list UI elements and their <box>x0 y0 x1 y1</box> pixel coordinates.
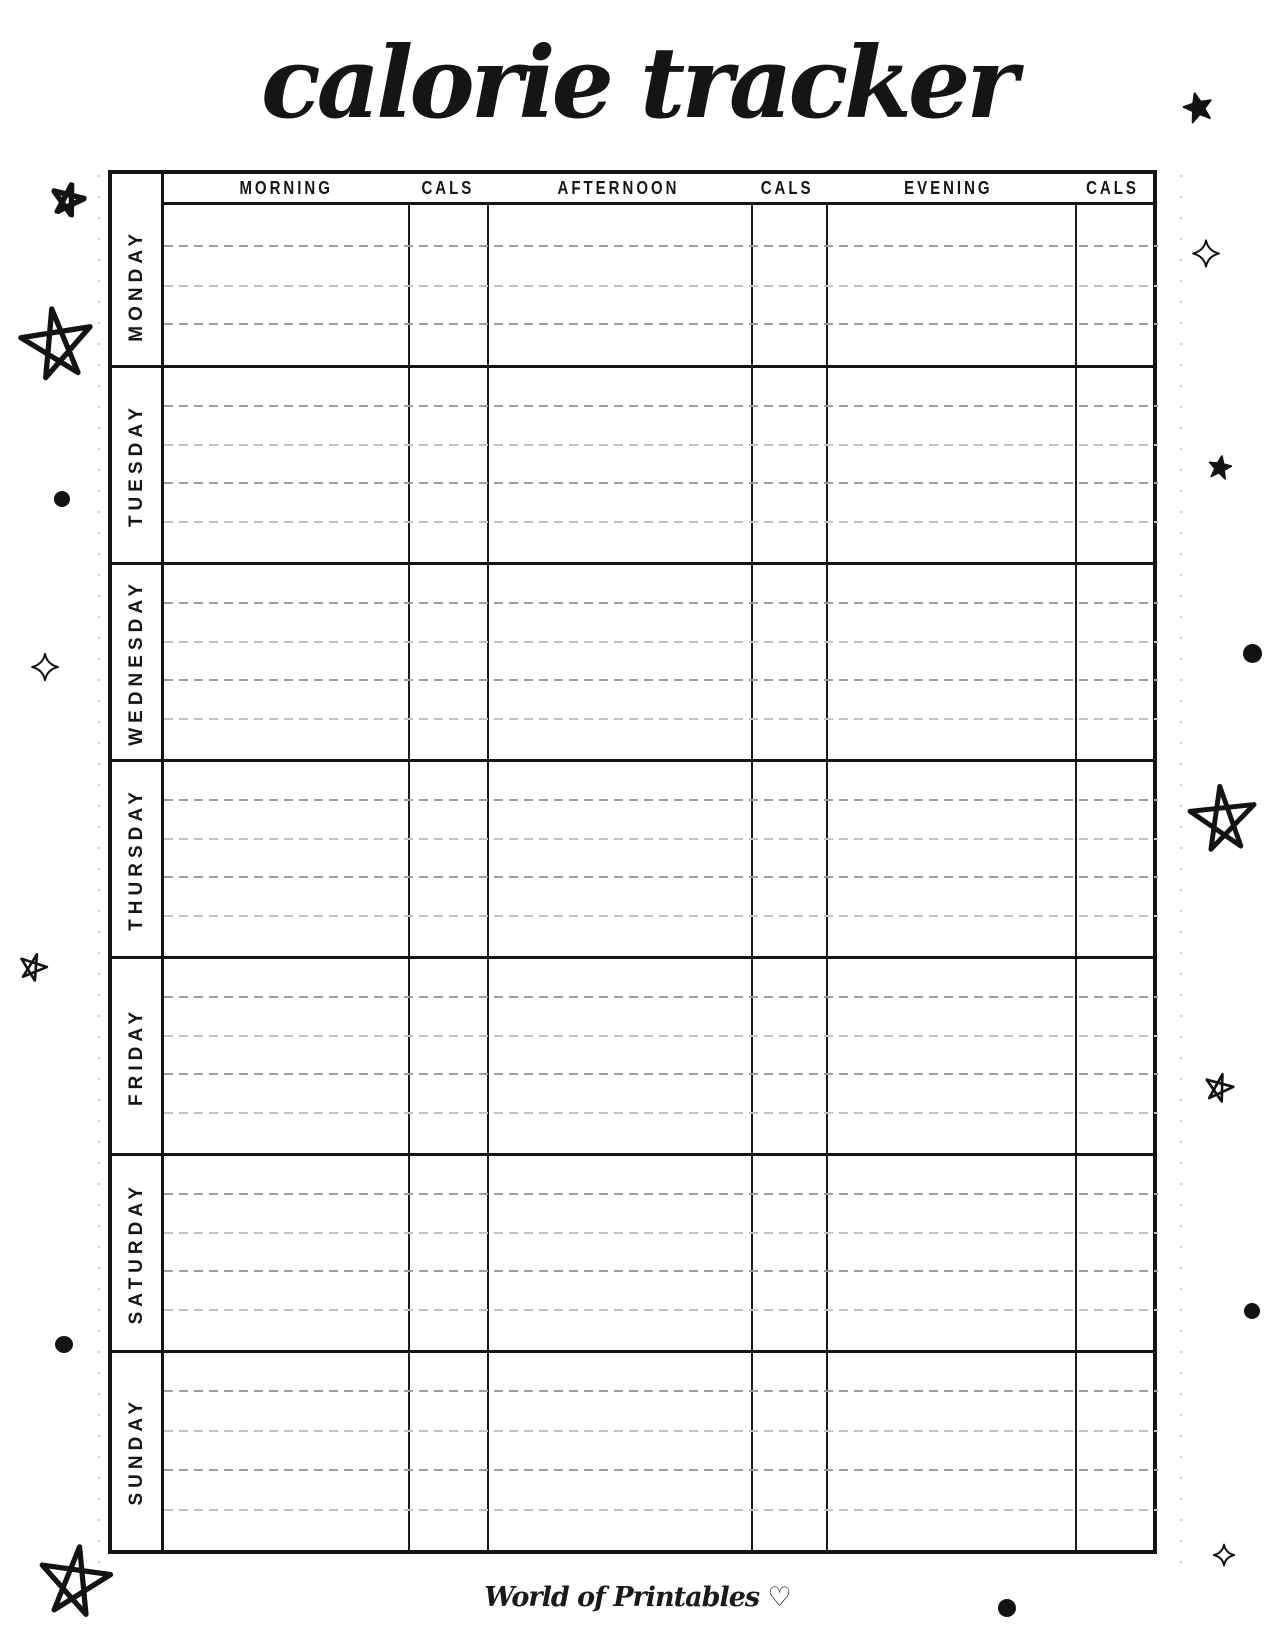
day-label: MONDAY <box>125 228 147 342</box>
day-cells <box>164 762 1158 956</box>
page-title: calorie tracker <box>260 25 1015 141</box>
cell-afternoon <box>489 1353 753 1550</box>
day-label-cell <box>112 368 164 562</box>
calorie-tracker-table <box>108 170 1157 1554</box>
day-label-cell <box>112 762 164 956</box>
cell-evening <box>828 1156 1077 1350</box>
cell-evening <box>828 959 1077 1153</box>
writing-line <box>164 876 1158 878</box>
dot-icon <box>1244 1303 1260 1319</box>
cell-morning-cals <box>410 565 489 759</box>
cell-afternoon-cals <box>753 762 828 956</box>
cell-morning-cals <box>410 762 489 956</box>
cell-evening-cals <box>1077 1353 1158 1550</box>
dot-icon <box>1243 644 1262 663</box>
cell-morning-cals <box>410 959 489 1153</box>
cell-evening <box>828 368 1077 562</box>
col-header-cals-2: CALS <box>750 174 825 205</box>
writing-line <box>164 1469 1158 1471</box>
cell-afternoon <box>489 565 753 759</box>
day-cells <box>164 959 1158 1153</box>
col-header-morning: MORNING <box>164 174 408 205</box>
cell-morning <box>164 1156 410 1350</box>
cell-morning-cals <box>410 1156 489 1350</box>
dot-icon <box>54 491 70 507</box>
writing-line <box>164 838 1158 840</box>
cell-morning <box>164 762 410 956</box>
writing-line <box>164 1430 1158 1432</box>
cell-evening-cals <box>1077 762 1158 956</box>
writing-line <box>164 1270 1158 1272</box>
day-label: THURSDAY <box>125 787 147 931</box>
writing-line <box>164 1509 1158 1511</box>
cell-afternoon-cals <box>753 368 828 562</box>
day-row-tuesday <box>112 368 1153 565</box>
writing-line <box>164 1390 1158 1392</box>
writing-line <box>164 679 1158 681</box>
col-header-afternoon: AFTERNOON <box>487 174 749 205</box>
day-cells <box>164 205 1158 365</box>
star-icon <box>1206 453 1234 481</box>
cell-morning-cals <box>410 1353 489 1550</box>
writing-line <box>164 482 1158 484</box>
header-row <box>112 174 1153 205</box>
sparkle-icon <box>31 642 59 692</box>
cell-afternoon <box>489 1156 753 1350</box>
doodle-star-icon <box>1183 778 1264 855</box>
cell-morning <box>164 959 410 1153</box>
day-cells <box>164 565 1158 759</box>
cell-afternoon <box>489 762 753 956</box>
writing-line <box>164 996 1158 998</box>
cell-morning <box>164 368 410 562</box>
writing-line <box>164 323 1158 325</box>
cell-afternoon-cals <box>753 1156 828 1350</box>
writing-line <box>164 1112 1158 1114</box>
writing-line <box>164 641 1158 643</box>
cell-evening-cals <box>1077 1156 1158 1350</box>
sparkle-icon <box>1213 1534 1235 1576</box>
dotted-guide-line-left <box>98 175 100 1567</box>
brand-footer: World of Printables ♡ <box>484 1581 791 1613</box>
day-row-friday <box>112 959 1153 1156</box>
day-cells <box>164 1353 1158 1550</box>
writing-line <box>164 1309 1158 1311</box>
col-header-evening: EVENING <box>825 174 1072 205</box>
doodle-star-icon <box>46 178 89 220</box>
cell-afternoon-cals <box>753 565 828 759</box>
sparkle-icon <box>1192 226 1220 281</box>
day-row-monday <box>112 205 1153 368</box>
cell-evening <box>828 762 1077 956</box>
cell-afternoon-cals <box>753 959 828 1153</box>
day-row-wednesday <box>112 565 1153 762</box>
cell-afternoon <box>489 959 753 1153</box>
day-row-thursday <box>112 762 1153 959</box>
writing-line <box>164 718 1158 720</box>
writing-line <box>164 1073 1158 1075</box>
day-column-spacer <box>112 174 164 205</box>
dotted-guide-line-right <box>1180 175 1182 1567</box>
writing-line <box>164 1035 1158 1037</box>
day-row-sunday <box>112 1353 1153 1550</box>
day-label-cell <box>112 1353 164 1550</box>
cell-morning <box>164 565 410 759</box>
dot-icon <box>55 1336 73 1353</box>
day-label: WEDNESDAY <box>125 578 147 746</box>
day-label-cell <box>112 1156 164 1350</box>
doodle-star-icon <box>14 948 51 985</box>
day-label: TUESDAY <box>125 402 147 528</box>
writing-line <box>164 799 1158 801</box>
writing-line <box>164 521 1158 523</box>
day-cells <box>164 1156 1158 1350</box>
cell-evening <box>828 1353 1077 1550</box>
day-label: SUNDAY <box>125 1397 147 1506</box>
day-label-cell <box>112 205 164 365</box>
cell-evening-cals <box>1077 565 1158 759</box>
col-header-cals-1: CALS <box>408 174 487 205</box>
cell-afternoon-cals <box>753 1353 828 1550</box>
cell-morning-cals <box>410 368 489 562</box>
day-cells <box>164 368 1158 562</box>
writing-line <box>164 405 1158 407</box>
cell-morning <box>164 1353 410 1550</box>
writing-line <box>164 1193 1158 1195</box>
day-row-saturday <box>112 1156 1153 1353</box>
writing-line <box>164 1232 1158 1234</box>
writing-line <box>164 245 1158 247</box>
day-label-cell <box>112 959 164 1153</box>
day-label: SATURDAY <box>125 1181 147 1325</box>
col-header-cals-3: CALS <box>1072 174 1153 205</box>
doodle-star-icon <box>13 298 102 385</box>
day-label-cell <box>112 565 164 759</box>
cell-afternoon <box>489 368 753 562</box>
writing-line <box>164 915 1158 917</box>
doodle-star-icon <box>1201 1069 1238 1106</box>
writing-line <box>164 444 1158 446</box>
day-label: FRIDAY <box>125 1006 147 1106</box>
cell-evening-cals <box>1077 959 1158 1153</box>
cell-evening-cals <box>1077 368 1158 562</box>
writing-line <box>164 602 1158 604</box>
writing-line <box>164 285 1158 287</box>
cell-evening <box>828 565 1077 759</box>
